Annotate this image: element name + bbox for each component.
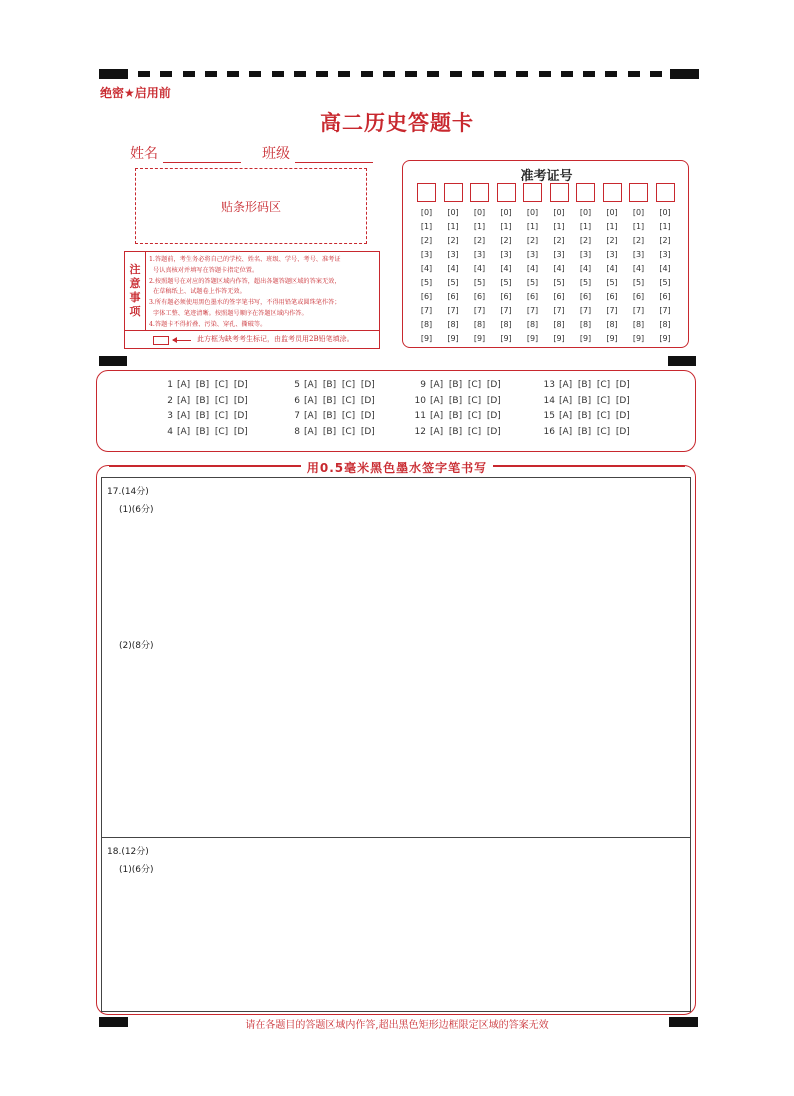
absent-mark-row: [125, 330, 379, 349]
exam-digit-option[interactable]: [4]: [420, 264, 433, 273]
mc-options[interactable]: [A] [B] [C] [D]: [304, 411, 375, 421]
exam-digit-option[interactable]: [3]: [526, 250, 539, 259]
timing-dash: [294, 71, 306, 77]
exam-number-box[interactable]: [497, 183, 516, 202]
exam-digit-option[interactable]: [0]: [659, 208, 671, 217]
exam-digit-option[interactable]: [9]: [553, 334, 565, 343]
notice-heading-char: 注: [129, 263, 141, 276]
exam-digit-option[interactable]: [2]: [553, 236, 565, 245]
mc-question-number: 8: [294, 426, 300, 437]
timing-dash: [249, 71, 261, 77]
exam-digit-option[interactable]: [4]: [579, 264, 592, 273]
timing-dash: [427, 71, 439, 77]
timing-mark-top-left: [99, 69, 128, 79]
timing-dash: [205, 71, 217, 77]
mc-question-number: 16: [543, 426, 555, 437]
mc-options[interactable]: [A] [B] [C] [D]: [559, 426, 630, 437]
class-field[interactable]: [262, 143, 373, 163]
exam-digit-option[interactable]: [1]: [606, 222, 618, 231]
exam-digit-option[interactable]: [8]: [579, 320, 592, 329]
page-title: 高二历史答题卡: [320, 111, 474, 135]
exam-digit-option[interactable]: [4]: [447, 264, 459, 273]
exam-digit-option[interactable]: [3]: [632, 250, 645, 259]
exam-digit-option[interactable]: [1]: [632, 222, 645, 231]
exam-number-box[interactable]: [603, 183, 622, 202]
exam-digit-option[interactable]: [6]: [632, 292, 645, 301]
question-18-1-label: (1)(6分): [119, 865, 154, 875]
exam-digit-option[interactable]: [6]: [606, 292, 618, 301]
exam-digit-option[interactable]: [8]: [553, 320, 565, 329]
exam-digit-option[interactable]: [3]: [500, 250, 512, 259]
exam-digit-option[interactable]: [9]: [447, 334, 459, 343]
timing-dash: [561, 71, 573, 77]
mc-options[interactable]: [A] [B] [C] [D]: [559, 411, 630, 421]
exam-digit-option[interactable]: [2]: [579, 236, 592, 245]
notice-line: 4.答题卡不得折叠、污染、穿孔、撕破等。: [149, 320, 267, 328]
exam-digit-option[interactable]: [7]: [659, 306, 671, 315]
answer-heading: [97, 457, 697, 476]
notice-line: 2.按照题号在对应的答题区域内作答，超出各题答题区域的答案无效，: [149, 277, 341, 285]
exam-digit-option[interactable]: [8]: [473, 320, 486, 329]
exam-digit-option[interactable]: [7]: [526, 306, 539, 315]
exam-digit-option[interactable]: [1]: [473, 222, 486, 231]
exam-digit-option[interactable]: [0]: [526, 208, 539, 217]
timing-dash: [628, 71, 640, 77]
mc-options[interactable]: [A] [B] [C] [D]: [304, 380, 375, 390]
exam-digit-option[interactable]: [6]: [447, 292, 459, 301]
notice-line: 3.所有题必须使用黑色墨水的签字笔书写，不得用铅笔或圆珠笔作答；: [149, 299, 341, 307]
exam-digit-option[interactable]: [4]: [473, 264, 486, 273]
exam-digit-option[interactable]: [1]: [579, 222, 592, 231]
barcode-label: 贴条形码区: [220, 199, 281, 214]
exam-number-box[interactable]: [470, 183, 489, 202]
exam-digit-option[interactable]: [6]: [553, 292, 565, 301]
secret-label: 绝密★启用前: [100, 86, 171, 100]
mc-options[interactable]: [A] [B] [C] [D]: [177, 426, 248, 437]
timing-dash: [160, 71, 172, 77]
exam-digit-option[interactable]: [9]: [420, 334, 433, 343]
mc-question-row: [288, 380, 375, 390]
exam-digit-option[interactable]: [1]: [526, 222, 539, 231]
exam-number-box[interactable]: [444, 183, 463, 202]
exam-digit-option[interactable]: [7]: [447, 306, 459, 315]
exam-digit-option[interactable]: [5]: [500, 278, 512, 287]
exam-digit-option[interactable]: [1]: [447, 222, 459, 231]
mc-options[interactable]: [A] [B] [C] [D]: [430, 411, 501, 421]
exam-digit-option[interactable]: [9]: [606, 334, 618, 343]
exam-digit-option[interactable]: [4]: [606, 264, 618, 273]
timing-dash: [338, 71, 350, 77]
mc-question-number: 7: [294, 411, 300, 421]
notice-body: [149, 255, 377, 331]
mc-options[interactable]: [A] [B] [C] [D]: [430, 380, 501, 390]
notice-heading: [125, 252, 146, 330]
exam-digit-option[interactable]: [4]: [526, 264, 539, 273]
exam-number-box[interactable]: [550, 183, 569, 202]
exam-number-box[interactable]: [417, 183, 436, 202]
exam-digit-option[interactable]: [8]: [632, 320, 645, 329]
exam-digit-option[interactable]: [4]: [632, 264, 645, 273]
exam-digit-option[interactable]: [7]: [606, 306, 618, 315]
answer-section: [96, 461, 696, 1015]
exam-digit-option[interactable]: [2]: [659, 236, 671, 245]
exam-digit-option[interactable]: [5]: [420, 278, 433, 287]
name-label: 姓名: [130, 146, 158, 162]
exam-digit-option[interactable]: [8]: [659, 320, 671, 329]
exam-digit-option[interactable]: [2]: [526, 236, 539, 245]
timing-dash: [316, 71, 328, 77]
mc-question-row: [288, 411, 375, 421]
exam-digit-option[interactable]: [7]: [579, 306, 592, 315]
exam-digit-option[interactable]: [5]: [526, 278, 539, 287]
notice-line: 在草稿纸上、试题卷上作答无效。: [153, 288, 246, 296]
exam-digit-option[interactable]: [1]: [553, 222, 565, 231]
mc-question-number: 4: [167, 426, 173, 437]
mc-question-row: [161, 396, 248, 406]
mc-question-number: 15: [543, 411, 555, 421]
exam-digit-option[interactable]: [6]: [526, 292, 539, 301]
exam-digit-option[interactable]: [3]: [447, 250, 459, 259]
exam-digit-option[interactable]: [8]: [606, 320, 618, 329]
exam-digit-option[interactable]: [2]: [500, 236, 512, 245]
notice-line: 号认真核对并填写在答题卡指定位置。: [153, 266, 259, 274]
exam-digit-option[interactable]: [5]: [579, 278, 592, 287]
exam-number-column: [654, 206, 676, 346]
question-17-label: 17.(14分): [107, 487, 149, 497]
mc-options[interactable]: [A] [B] [C] [D]: [559, 395, 630, 406]
exam-digit-option[interactable]: [8]: [447, 320, 459, 329]
exam-digit-option[interactable]: [9]: [500, 334, 512, 343]
mc-question-number: 6: [294, 395, 300, 406]
exam-digit-option[interactable]: [8]: [500, 320, 512, 329]
exam-digit-option[interactable]: [9]: [632, 334, 645, 343]
exam-digit-option[interactable]: [0]: [447, 208, 459, 217]
answer-box[interactable]: [101, 477, 691, 1012]
exam-digit-option[interactable]: [5]: [659, 278, 671, 287]
mc-question-row: [414, 396, 501, 406]
mc-question-number: 1: [167, 380, 173, 390]
exam-digit-option[interactable]: [5]: [447, 278, 459, 287]
exam-digit-option[interactable]: [6]: [659, 292, 671, 301]
mc-question-number: 13: [543, 380, 555, 390]
exam-digit-option[interactable]: [3]: [420, 250, 433, 259]
timing-dash: [227, 71, 239, 77]
exam-digit-option[interactable]: [6]: [420, 292, 433, 301]
mc-question-row: [543, 396, 630, 406]
mc-options[interactable]: [A] [B] [C] [D]: [430, 426, 501, 437]
exam-digit-option[interactable]: [1]: [659, 222, 671, 231]
exam-digit-option[interactable]: [6]: [473, 292, 486, 301]
timing-dash: [472, 71, 484, 77]
notice-heading-char: 事: [129, 291, 141, 304]
exam-digit-option[interactable]: [7]: [420, 306, 433, 315]
mc-question-number: 9: [420, 380, 426, 390]
absent-mark-text: 此方框为缺考考生标记，由监考员用2B铅笔填涂。: [197, 335, 354, 343]
exam-digit-option[interactable]: [7]: [553, 306, 565, 315]
mc-options[interactable]: [A] [B] [C] [D]: [177, 395, 248, 406]
exam-number-column: [522, 206, 544, 346]
exam-digit-option[interactable]: [9]: [473, 334, 486, 343]
mc-question-number: 2: [167, 395, 173, 406]
notice-box: [124, 251, 380, 349]
name-field[interactable]: [130, 143, 241, 163]
mc-options[interactable]: [A] [B] [C] [D]: [177, 411, 248, 421]
exam-digit-option[interactable]: [5]: [473, 278, 486, 287]
exam-digit-option[interactable]: [1]: [500, 222, 512, 231]
exam-digit-option[interactable]: [5]: [606, 278, 618, 287]
exam-digit-option[interactable]: [9]: [579, 334, 592, 343]
mc-question-row: [414, 427, 501, 437]
mc-question-number: 11: [414, 411, 426, 421]
exam-number-column: [628, 206, 650, 346]
exam-digit-option[interactable]: [8]: [526, 320, 539, 329]
exam-digit-option[interactable]: [3]: [579, 250, 592, 259]
exam-digit-option[interactable]: [2]: [447, 236, 459, 245]
exam-digit-option[interactable]: [0]: [632, 208, 645, 217]
mc-options[interactable]: [A] [B] [C] [D]: [430, 395, 501, 406]
timing-dash: [494, 71, 506, 77]
exam-digit-option[interactable]: [9]: [526, 334, 539, 343]
mc-question-number: 10: [414, 395, 426, 406]
timing-dash: [539, 71, 551, 77]
mc-options[interactable]: [A] [B] [C] [D]: [559, 380, 630, 390]
exam-digit-option[interactable]: [4]: [500, 264, 512, 273]
timing-dash: [383, 71, 395, 77]
mc-question-number: 14: [543, 395, 555, 406]
mc-question-number: 12: [414, 426, 426, 437]
notice-heading-char: 项: [129, 305, 141, 318]
exam-number-box[interactable]: [656, 183, 675, 202]
multiple-choice-section: [96, 370, 696, 452]
mc-question-row: [414, 380, 501, 390]
timing-mark-top-right: [670, 69, 699, 79]
mc-question-row: [161, 380, 248, 390]
mc-question-row: [288, 396, 375, 406]
question-17-1-label: (1)(6分): [119, 505, 154, 515]
exam-digit-option[interactable]: [7]: [473, 306, 486, 315]
timing-strip-top: [138, 71, 662, 77]
mc-question-row: [543, 380, 630, 390]
exam-digit-option[interactable]: [7]: [500, 306, 512, 315]
question-18-label: 18.(12分): [107, 847, 149, 857]
barcode-area: [135, 168, 367, 244]
exam-digit-option[interactable]: [0]: [473, 208, 486, 217]
mc-question-number: 3: [167, 411, 173, 421]
exam-number-column: [495, 206, 517, 346]
exam-digit-option[interactable]: [2]: [420, 236, 433, 245]
exam-digit-option[interactable]: [7]: [632, 306, 645, 315]
exam-digit-option[interactable]: [0]: [553, 208, 565, 217]
exam-digit-option[interactable]: [0]: [579, 208, 592, 217]
notice-line: 字体工整、笔迹清晰。按照题号顺序在答题区域内作答。: [153, 309, 308, 317]
exam-digit-option[interactable]: [9]: [659, 334, 671, 343]
exam-digit-option[interactable]: [3]: [606, 250, 618, 259]
timing-mark-mid-right: [668, 356, 696, 366]
exam-digit-option[interactable]: [6]: [500, 292, 512, 301]
exam-number-title: 准考证号: [520, 169, 573, 184]
absent-mark-box[interactable]: [153, 336, 169, 345]
exam-digit-option[interactable]: [2]: [473, 236, 486, 245]
exam-number-column: [575, 206, 597, 346]
mc-options[interactable]: [A] [B] [C] [D]: [304, 395, 375, 406]
mc-question-row: [543, 411, 630, 421]
exam-number-box[interactable]: [629, 183, 648, 202]
exam-digit-option[interactable]: [0]: [500, 208, 512, 217]
exam-digit-option[interactable]: [4]: [659, 264, 671, 273]
exam-digit-option[interactable]: [5]: [632, 278, 645, 287]
footer-note: 请在各题目的答题区域内作答,超出黑色矩形边框限定区域的答案无效: [245, 1020, 549, 1031]
notice-line: 1.答题前，考生务必将自己的学校、姓名、班级、学号、考号、准考证: [149, 256, 341, 263]
exam-digit-option[interactable]: [2]: [632, 236, 645, 245]
exam-digit-option[interactable]: [4]: [553, 264, 565, 273]
exam-digit-option[interactable]: [3]: [553, 250, 565, 259]
exam-number-box[interactable]: [523, 183, 542, 202]
exam-digit-option[interactable]: [2]: [606, 236, 618, 245]
exam-number-box[interactable]: [576, 183, 595, 202]
timing-dash: [405, 71, 417, 77]
exam-digit-option[interactable]: [0]: [606, 208, 618, 217]
name-line[interactable]: [163, 148, 241, 163]
exam-digit-option[interactable]: [8]: [420, 320, 433, 329]
exam-digit-option[interactable]: [0]: [420, 208, 433, 217]
exam-number-column: [548, 206, 570, 346]
question-divider: [102, 837, 690, 838]
timing-mark-mid-left: [99, 356, 127, 366]
timing-dash: [138, 71, 150, 77]
mc-options[interactable]: [A] [B] [C] [D]: [177, 380, 248, 390]
exam-number-column: [442, 206, 464, 346]
timing-dash: [450, 71, 462, 77]
mc-question-row: [161, 427, 248, 437]
exam-digit-option[interactable]: [6]: [579, 292, 592, 301]
timing-dash: [272, 71, 284, 77]
timing-dash: [516, 71, 528, 77]
timing-dash: [361, 71, 373, 77]
timing-dash: [183, 71, 195, 77]
timing-dash: [605, 71, 617, 77]
mc-question-row: [543, 427, 630, 437]
mc-question-number: 5: [294, 380, 300, 390]
class-label: 班级: [262, 146, 290, 162]
answer-heading-text: 用0.5毫米黑色墨水签字笔书写: [301, 461, 493, 475]
timing-dash: [650, 71, 662, 77]
question-17-2-label: (2)(8分): [119, 641, 154, 651]
exam-number-column: [416, 206, 438, 346]
mc-question-row: [288, 427, 375, 437]
class-line[interactable]: [295, 148, 373, 163]
exam-digit-option[interactable]: [3]: [473, 250, 486, 259]
exam-digit-option[interactable]: [1]: [420, 222, 433, 231]
mc-question-row: [161, 411, 248, 421]
timing-dash: [583, 71, 595, 77]
exam-number-panel: [402, 160, 689, 348]
notice-heading-char: 意: [129, 277, 141, 290]
arrow-left-icon: [173, 340, 191, 341]
exam-digit-option[interactable]: [5]: [553, 278, 565, 287]
mc-question-row: [414, 411, 501, 421]
exam-number-column: [469, 206, 491, 346]
mc-options[interactable]: [A] [B] [C] [D]: [304, 426, 375, 437]
exam-digit-option[interactable]: [3]: [659, 250, 671, 259]
exam-number-column: [601, 206, 623, 346]
